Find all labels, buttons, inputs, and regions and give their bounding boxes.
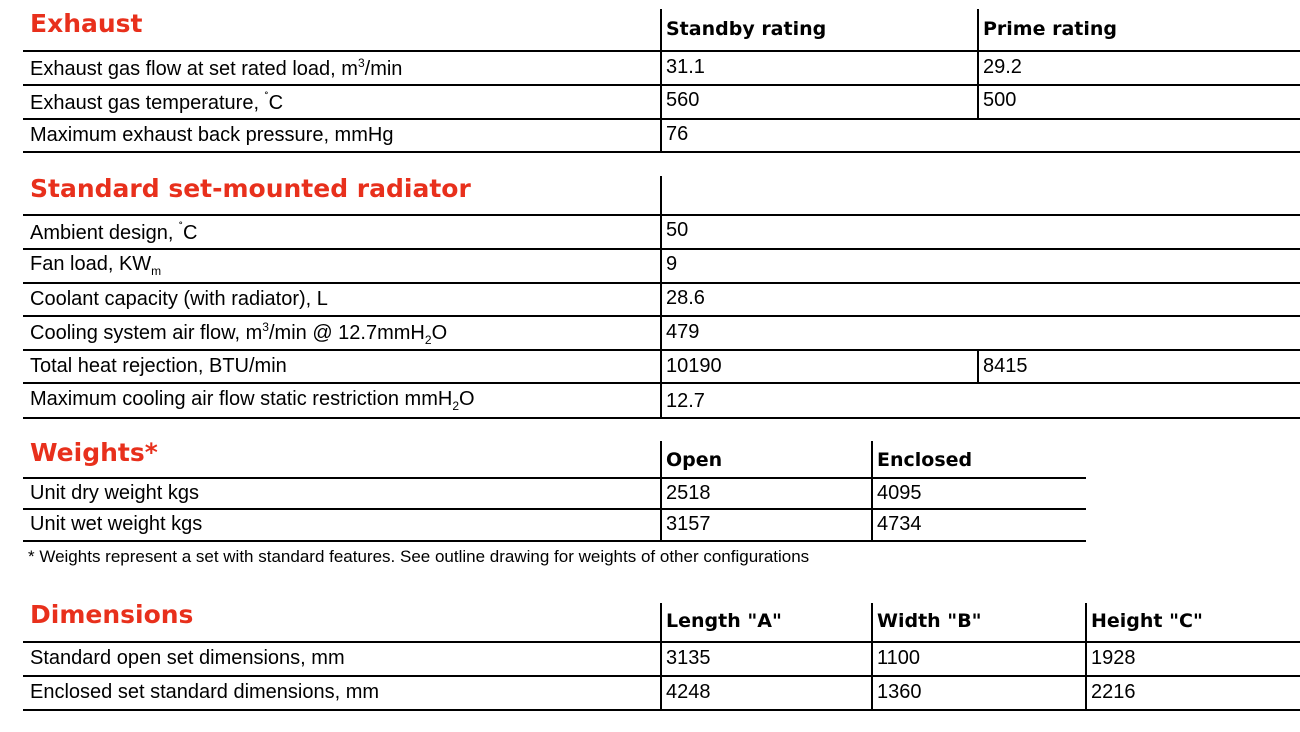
table-cell: 1100	[877, 647, 921, 669]
table-cell: 560	[666, 89, 700, 111]
divider	[23, 641, 1300, 643]
table-row-label: Unit wet weight kgs	[30, 513, 203, 535]
table-cell: 1928	[1091, 647, 1136, 669]
weights-title: Weights*	[30, 438, 158, 467]
divider	[871, 441, 873, 541]
table-row-label: Maximum exhaust back pressure, mmHg	[30, 124, 394, 146]
table-row-label: Exhaust gas temperature, ˚C	[30, 90, 284, 114]
table-cell: 10190	[666, 355, 722, 377]
table-cell: 76	[666, 123, 689, 145]
divider	[660, 9, 662, 152]
length-header: Length "A"	[666, 610, 782, 632]
table-cell: 4095	[877, 482, 922, 504]
table-cell: 2216	[1091, 681, 1136, 703]
table-cell: 31.1	[666, 56, 705, 78]
divider	[23, 709, 1300, 711]
divider	[1085, 603, 1087, 710]
radiator-title: Standard set-mounted radiator	[30, 174, 471, 203]
exhaust-title: Exhaust	[30, 9, 143, 38]
divider	[23, 151, 1300, 153]
divider	[23, 315, 1300, 317]
table-cell: 29.2	[983, 56, 1022, 78]
table-row-label: Maximum cooling air flow static restriction mmH$_2$O	[30, 388, 475, 413]
table-cell: 4248	[666, 681, 711, 703]
table-row-label: Cooling system air flow, $m^3/\min$ @ 12.7mmH$_2$O	[30, 320, 448, 347]
divider	[23, 248, 1300, 250]
table-cell: 28.6	[666, 287, 705, 309]
table-cell: 1360	[877, 681, 922, 703]
table-row-label: Ambient design, ˚C	[30, 220, 198, 244]
table-row-label: Unit dry weight kgs	[30, 482, 199, 504]
table-cell: 479	[666, 321, 700, 343]
open-header: Open	[666, 449, 723, 471]
enclosed-header: Enclosed	[877, 449, 973, 471]
divider	[660, 441, 662, 541]
divider	[23, 282, 1300, 284]
prime-rating-header: Prime rating	[983, 18, 1118, 40]
divider	[23, 214, 1300, 216]
table-cell: 3157	[666, 513, 711, 535]
width-header: Width "B"	[877, 610, 982, 632]
table-cell: 3135	[666, 647, 711, 669]
table-row-label: Fan load, $KW_m$	[30, 253, 162, 278]
divider	[23, 477, 1086, 479]
table-row-label: Coolant capacity (with radiator), L	[30, 288, 328, 310]
divider	[23, 84, 1300, 86]
divider	[23, 417, 1300, 419]
divider	[23, 540, 1086, 542]
table-row-label: Total heat rejection, BTU/min	[30, 355, 287, 377]
divider	[660, 603, 662, 710]
divider	[977, 349, 979, 383]
table-cell: 50	[666, 219, 689, 241]
table-row-label: Standard open set dimensions, mm	[30, 647, 345, 669]
divider	[23, 382, 1300, 384]
divider	[23, 50, 1300, 52]
table-cell: 9	[666, 253, 678, 275]
table-cell: 2518	[666, 482, 711, 504]
divider	[977, 9, 979, 119]
divider	[871, 603, 873, 710]
divider	[23, 508, 1086, 510]
weights-footnote: * Weights represent a set with standard features. See outline drawing for weights of other configurations	[28, 547, 810, 566]
height-header: Height "C"	[1091, 610, 1203, 632]
divider	[23, 118, 1300, 120]
table-cell: 500	[983, 89, 1017, 111]
table-cell: 4734	[877, 513, 922, 535]
divider	[23, 675, 1300, 677]
standby-rating-header: Standby rating	[666, 18, 827, 40]
table-row-label: Exhaust gas flow at set rated load, $m^3/\min$	[30, 56, 403, 80]
table-cell: 12.7	[666, 390, 705, 412]
dimensions-title: Dimensions	[30, 600, 194, 629]
table-row-label: Enclosed set standard dimensions, mm	[30, 681, 380, 703]
table-cell: 8415	[983, 355, 1028, 377]
divider	[23, 349, 1300, 351]
